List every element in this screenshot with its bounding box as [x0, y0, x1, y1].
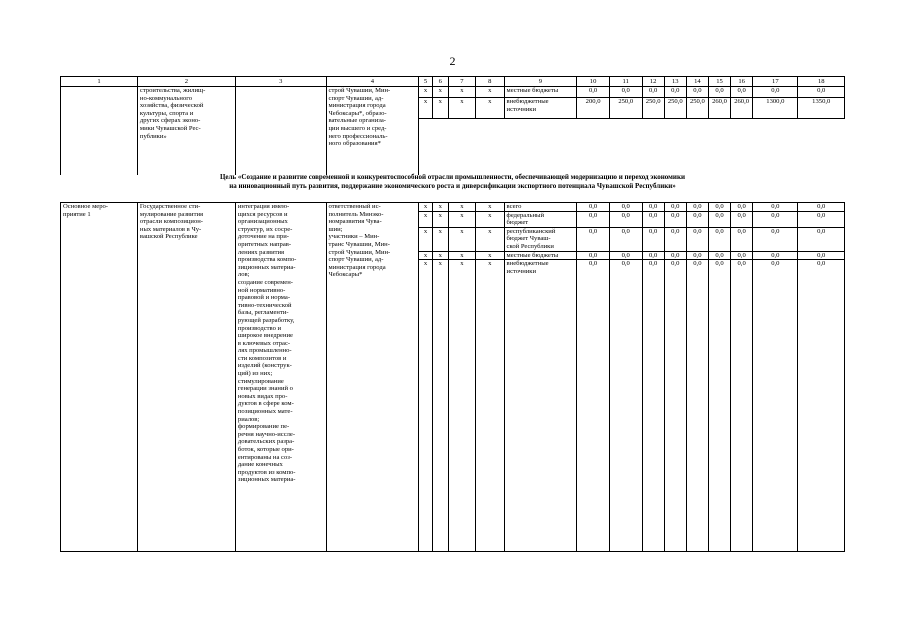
table-row: строительства, жилищ- но-коммунального хозяйства, физической культуры, спорта и других сферах эконо- мики Чувашской Рес- публики» строй Чувашии, Мин- спорт Чувашии, ад- министрация города Чебоксары*, образо- вательные организа- ции высшего и сред- него профессиональ- ного образования* х х х х местные бюджеты 0,0 0,0 0,0 0,0 0,0 0,0 0,0 0,0 0,0 [61, 87, 845, 98]
activity-description-cell: Государственное сти- мулирование развития отрасли композицион- ных материалов в Чу- вашской Республике [137, 203, 235, 552]
funding-source: местные бюджеты [504, 87, 577, 98]
column-number-row [61, 77, 845, 87]
table-row: х х х х внебюджетные источники 0,0 0,0 0,0 0,0 0,0 0,0 0,0 0,0 0,0 [61, 260, 845, 276]
program-table-top [60, 76, 845, 175]
funding-source: внебюджетные источники [504, 260, 577, 276]
funding-source: республиканский бюджет Чуваш- ской Республики [504, 227, 577, 251]
column-number: 8 [476, 77, 504, 87]
table-row: х х х х местные бюджеты 0,0 0,0 0,0 0,0 0,0 0,0 0,0 0,0 0,0 [61, 251, 845, 260]
column-number: 15 [708, 77, 730, 87]
table-row: х х х х федеральный бюджет 0,0 0,0 0,0 0,0 0,0 0,0 0,0 0,0 0,0 [61, 211, 845, 227]
column-number: 16 [731, 77, 753, 87]
table-row: Основное меро- приятие 1 Государственное сти- мулирование развития отрасли композицион- ных материалов в Чу- вашской Республике интеграция имею- щихся ресурсов и организационных структур, их сосре- доточение на при- оритетных направ- лениях развития производства компо- зиционных материа- лов; создание современ- ной нормативно- правовой и норма- тивно-технической базы, регламенти- рующей разработку, производство и широкое внедрение в ключевых отрас- лях промышленно- сти композитов и изделий (конструк- ций) из них; стимулирование генерации знаний о новых видах про- дуктов в сфере ком- позиционных мате- риалов; формирование пе- речня научно-иссле- довательских разра- боток, которые ори- ентированы на соз- дание конечных продуктов из компо- зиционных материа- ответственный ис- полнитель Минэко- номразвития Чува- шии; участники – Мин- транс Чувашии, Мин- строй Чувашии, Мин- спорт Чувашии, ад- министрация города Чебоксары* х х х х всего 0,0 0,0 0,0 0,0 0,0 0,0 0,0 0,0 0,0 [61, 203, 845, 212]
column-number: 1 [61, 77, 138, 87]
column-number: 2 [137, 77, 235, 87]
table-row: х х х х республиканский бюджет Чуваш- ской Республики 0,0 0,0 0,0 0,0 0,0 0,0 0,0 0,0 0,0 [61, 227, 845, 251]
column-number: 4 [326, 77, 419, 87]
column-number: 10 [577, 77, 610, 87]
column-number: 3 [235, 77, 326, 87]
column-number: 7 [448, 77, 475, 87]
funding-source: местные бюджеты [504, 251, 577, 260]
page-number: 2 [449, 54, 456, 68]
tasks-cell: интеграция имею- щихся ресурсов и организационных структур, их сосре- доточение на при- оритетных направ- лениях развития производства компо- зиционных материа- лов; создание современ- ной нормативно- правовой и норма- тивно-технической базы, регламенти- рующей разработку, производство и широкое внедрение в ключевых отрас- лях промышленно- сти композитов и изделий (конструк- ций) из них; стимулирование генерации знаний о новых видах про- дуктов в сфере ком- позиционных мате- риалов; формирование пе- речня научно-иссле- довательских разра- боток, которые ори- ентированы на соз- дание конечных продуктов из компо- зиционных материа- [235, 203, 326, 552]
program-table-main [60, 202, 845, 552]
sphere-cell: строительства, жилищ- но-коммунального хозяйства, физической культуры, спорта и других сферах эконо- мики Чувашской Рес- публики» [137, 87, 235, 176]
column-number: 17 [753, 77, 798, 87]
column-number: 14 [686, 77, 708, 87]
funding-source: внебюджетные источники [504, 98, 577, 119]
funding-source: федеральный бюджет [504, 211, 577, 227]
column-number: 12 [642, 77, 664, 87]
activity-name-cell: Основное меро- приятие 1 [61, 203, 138, 552]
column-number: 18 [798, 77, 845, 87]
column-number: 6 [432, 77, 448, 87]
column-number: 9 [504, 77, 577, 87]
column-number: 5 [419, 77, 433, 87]
column-number: 13 [664, 77, 686, 87]
executors-cell: строй Чувашии, Мин- спорт Чувашии, ад- министрация города Чебоксары*, образо- вательные организа- ции высшего и сред- него профессиональ- ного образования* [326, 87, 419, 176]
funding-source: всего [504, 203, 577, 212]
table-row: х х х х внебюджетные источники 200,0 250,0 250,0 250,0 250,0 260,0 260,0 1300,0 1350,0 [61, 98, 845, 119]
column-number: 11 [609, 77, 642, 87]
goal-heading: Цель «Создание и развитие современной и конкурентоспособной отрасли промышленности, обеспечивающей модернизацию и переход экономики на инновационный путь развития, поддержание экономического роста и диверсификации экспортного потенциала Чувашской Республики» [219, 173, 686, 190]
executors-cell: ответственный ис- полнитель Минэко- номразвития Чува- шии; участники – Мин- транс Чувашии, Мин- строй Чувашии, Мин- спорт Чувашии, ад- министрация города Чебоксары* [326, 203, 419, 552]
